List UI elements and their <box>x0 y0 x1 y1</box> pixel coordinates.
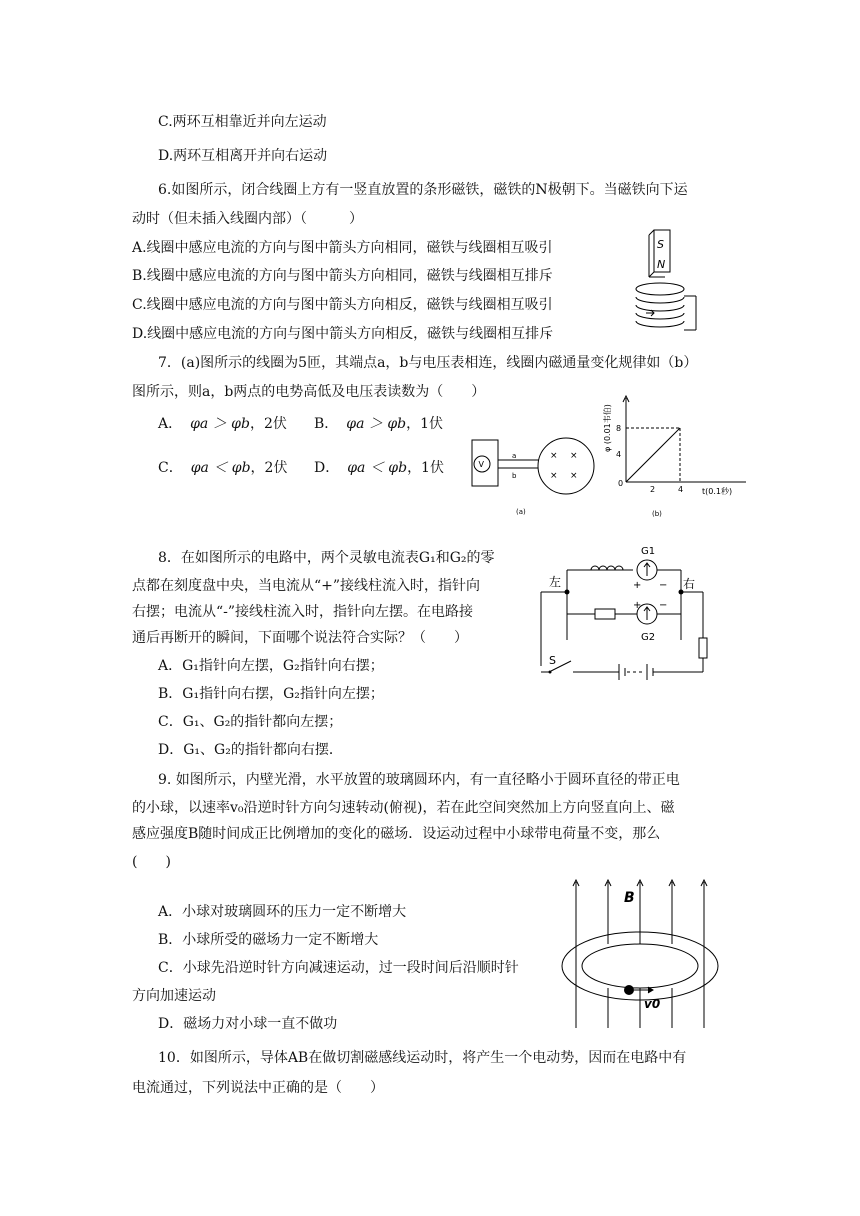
magnet-n-label: N <box>657 258 666 271</box>
svg-text:×: × <box>550 471 558 481</box>
q7-stem-line1: 7．(a)图所示的线圈为5匝，其端点a，b与电压表相连，线圈内磁通量变化规律如（b） <box>158 355 698 371</box>
q9-line1: 9. 如图所示，内壁光滑，水平放置的玻璃圆环内，有一直径略小于圆环直径的带正电 <box>158 772 680 788</box>
svg-text:V: V <box>478 460 484 469</box>
graph-x-label: t(0.1秒) <box>702 487 733 496</box>
glass-ring-magnetic-field-figure <box>556 872 732 1032</box>
svg-text:G2: G2 <box>641 632 656 643</box>
q9-line4: ( ) <box>132 854 171 870</box>
galvanometer-circuit-figure <box>535 540 725 690</box>
q8-line4: 通后再断开的瞬间，下面哪个说法符合实际？（ ） <box>132 630 468 646</box>
svg-text:a: a <box>512 452 517 460</box>
q7-option-c: C． φa ＜ φb，2伏 <box>158 460 288 476</box>
q7-stem-line2: 图所示，则a，b两点的电势高低及电压表读数为（ ） <box>132 384 486 400</box>
q6-stem-line2: 动时（但未插入线圈内部）（ ） <box>132 211 363 227</box>
svg-text:×: × <box>570 471 578 481</box>
q6-option-c: C.线圈中感应电流的方向与图中箭头方向相反，磁铁与线圈相互吸引 <box>132 297 553 313</box>
q8-line1: 8．在如图所示的电路中，两个灵敏电流表G₁和G₂的零 <box>158 550 495 566</box>
magnet-s-label: S <box>657 238 664 251</box>
q6-stem-line1: 6.如图所示，闭合线圈上方有一竖直放置的条形磁铁，磁铁的N极朝下。当磁铁向下运 <box>158 182 688 198</box>
svg-text:b: b <box>512 472 517 480</box>
svg-text:左: 左 <box>549 575 562 589</box>
svg-text:×: × <box>570 451 578 461</box>
svg-text:4: 4 <box>678 485 684 494</box>
svg-text:+: + <box>633 600 642 611</box>
svg-text:8: 8 <box>616 424 622 433</box>
q9-option-c-line2: 方向加速运动 <box>132 988 216 1004</box>
graph-y-label: φ (0.01韦伯) <box>603 404 612 452</box>
flux-time-graph-b <box>596 390 766 520</box>
svg-text:G1: G1 <box>641 546 656 557</box>
svg-text:×: × <box>550 451 558 461</box>
q7-option-a: A． φa ＞ φb，2伏 <box>158 416 287 432</box>
q8-option-c: C．G₁、G₂的指针都向左摆； <box>158 714 343 730</box>
svg-text:2: 2 <box>650 485 656 494</box>
svg-text:右: 右 <box>683 577 696 591</box>
q6-option-b: B.线圈中感应电流的方向与图中箭头方向相同，磁铁与线圈相互排斥 <box>132 268 553 284</box>
coil-voltmeter-figure-a <box>466 432 596 520</box>
field-b-label: B <box>624 890 635 906</box>
q9-line2: 的小球，以速率v₀沿逆时针方向匀速转动(俯视)，若在此空间突然加上方向竖直向上、磁 <box>132 800 675 816</box>
q7-option-d: D． φa ＜ φb，1伏 <box>314 460 444 476</box>
q9-option-a: A．小球对玻璃圆环的压力一定不断增大 <box>158 904 407 920</box>
svg-text:+: + <box>633 580 642 591</box>
q9-option-c-line1: C．小球先沿逆时针方向减速运动，过一段时间后沿顺时针 <box>158 960 519 976</box>
q8-line3: 右摆；电流从“-”接线柱流入时，指针向左摆。在电路接 <box>132 604 474 620</box>
q9-option-d: D．磁场力对小球一直不做功 <box>158 1016 338 1032</box>
svg-text:0: 0 <box>618 479 624 488</box>
q8-option-a: A．G₁指针向左摆，G₂指针向右摆； <box>158 658 384 674</box>
svg-text:S: S <box>549 654 556 667</box>
q6-option-d: D.线圈中感应电流的方向与图中箭头方向相反，磁铁与线圈相互排斥 <box>132 326 554 342</box>
svg-text:(b): (b) <box>652 510 662 518</box>
q9-line3: 感应强度B随时间成正比例增加的变化的磁场．设运动过程中小球带电荷量不变，那么 <box>132 826 661 842</box>
svg-text:−: − <box>659 580 668 591</box>
q8-option-b: B．G₁指针向右摆，G₂指针向左摆； <box>158 686 384 702</box>
velocity-label: v0 <box>644 997 661 1011</box>
svg-text:−: − <box>659 600 668 611</box>
q7-option-b: B． φa ＞ φb，1伏 <box>314 416 444 432</box>
magnet-coil-figure <box>626 226 708 346</box>
q9-option-b: B．小球所受的磁场力一定不断增大 <box>158 932 379 948</box>
q5-option-c: C.两环互相靠近并向左运动 <box>158 114 327 130</box>
q5-option-d: D.两环互相离开并向右运动 <box>158 148 328 164</box>
svg-text:(a): (a) <box>516 508 526 516</box>
q8-line2: 点都在刻度盘中央，当电流从“+”接线柱流入时，指针向 <box>132 578 481 594</box>
q6-option-a: A.线圈中感应电流的方向与图中箭头方向相同，磁铁与线圈相互吸引 <box>132 240 553 256</box>
q8-option-d: D．G₁、G₂的指针都向右摆． <box>158 742 343 758</box>
q10-line2: 电流通过，下列说法中正确的是（ ） <box>132 1080 384 1096</box>
svg-text:4: 4 <box>616 450 622 459</box>
q10-line1: 10．如图所示，导体AB在做切割磁感线运动时，将产生一个电动势，因而在电路中有 <box>158 1050 687 1066</box>
